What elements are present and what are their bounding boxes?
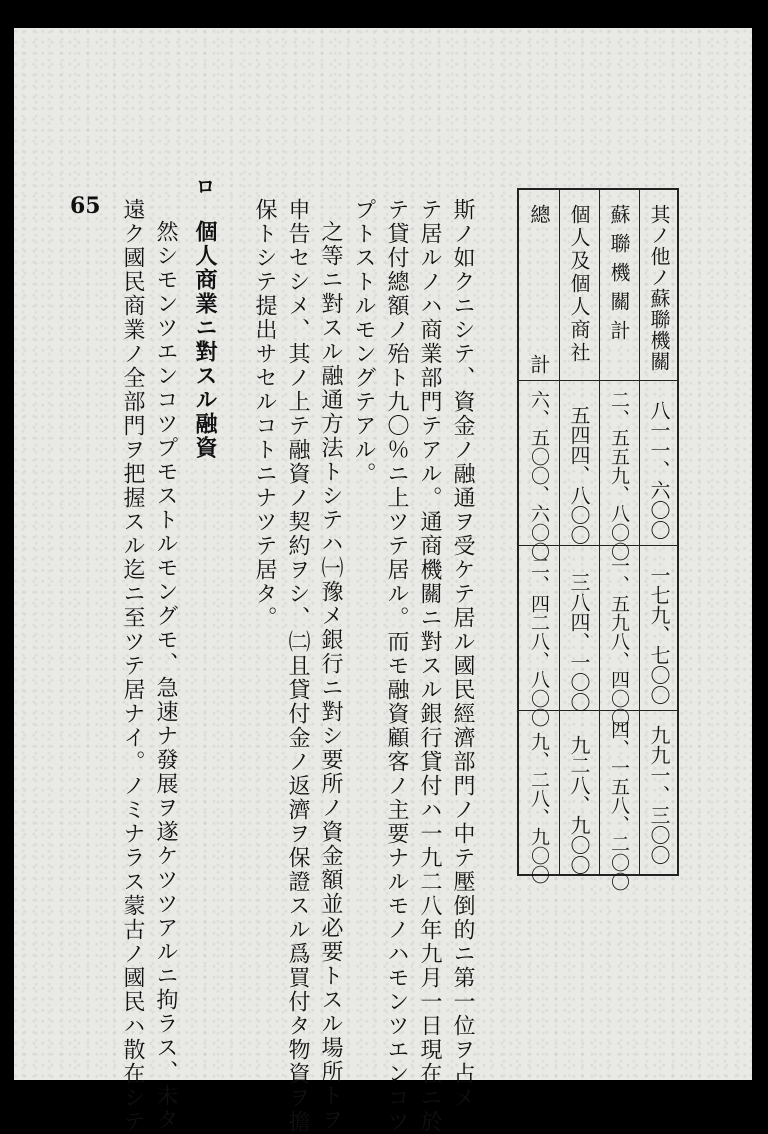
table-cell: 三八四、一〇〇 — [567, 572, 591, 712]
table-divider — [559, 190, 560, 874]
text-line: 保トシテ提出サセルコトニナツテ居タ。 — [252, 198, 277, 630]
section-title: 個人商業ニ對スル融資 — [192, 220, 218, 460]
text-line: 之等ニ對スル融通方法トシテハ㈠豫メ銀行ニ對シ要所ノ資金額並必要トスル場所トヲ — [318, 220, 343, 1132]
table-cell: 二、五五九、八〇〇 — [608, 390, 630, 561]
table-divider — [639, 190, 640, 874]
loan-table — [517, 188, 679, 891]
row-label: 其ノ他ノ蘇聯機關 — [647, 204, 671, 372]
text-line: プトストルモングテアル。 — [351, 198, 376, 486]
text-line: テ貸付總額ノ殆ト九〇％ニ上ツテ居ル。而モ融資顧客ノ主要ナルモノハモンツエンコツ — [384, 198, 409, 1134]
text-line: 斯ノ如クニシテ、資金ノ融通ヲ受ケテ居ル國民經濟部門ノ中テ壓倒的ニ第一位ヲ占メ — [450, 198, 475, 1110]
table-cell: 一七九、七〇〇 — [647, 565, 671, 705]
text-line: 申告セシメ、其ノ上テ融資ノ契約ヲシ、㈡且貸付金ノ返濟ヲ保證スル爲買付タ物資ヲ擔 — [285, 198, 310, 1134]
text-line: テ居ルノハ商業部門テアル。通商機關ニ對スル銀行貸付ハ一九二八年九月一日現在ニ於 — [417, 198, 442, 1134]
table-cell: 九九一、三〇〇 — [647, 725, 671, 865]
table-cell: 五四四、八〇〇 — [567, 405, 591, 545]
table-cell: 六、五〇〇、六〇〇 — [528, 390, 550, 561]
document-page — [14, 28, 752, 1134]
row-label: 個人及個人商社 — [567, 204, 591, 365]
table-cell: 一、五九八、四〇〇 — [608, 556, 630, 727]
table-cell: 九二八、九〇〇 — [567, 735, 591, 875]
table-cell: 四、一五八、二〇〇 — [608, 720, 630, 891]
row-label: 總 計 — [527, 204, 551, 404]
text-line: 遠ク國民商業ノ全部門ヲ把握スル迄ニ至ツテ居ナイ。ノミナラス蒙古ノ國民ハ散在シテ — [120, 198, 145, 1134]
page-number: 65 — [70, 193, 101, 219]
table-cell: 八一一、六〇〇 — [647, 400, 671, 540]
table-divider — [599, 190, 600, 874]
section-marker: ロ — [192, 176, 216, 198]
text-line: 然シモンツエンコツプモストルモングモ、急速ナ發展ヲ遂ケツツアルニ拘ラス、未タ — [153, 220, 178, 1132]
row-label: 蘇聯機關計 — [607, 204, 631, 349]
table-cell: 九、二八、九〇〇 — [528, 732, 550, 884]
table-cell: 二、四二八、八〇〇 — [528, 556, 550, 727]
